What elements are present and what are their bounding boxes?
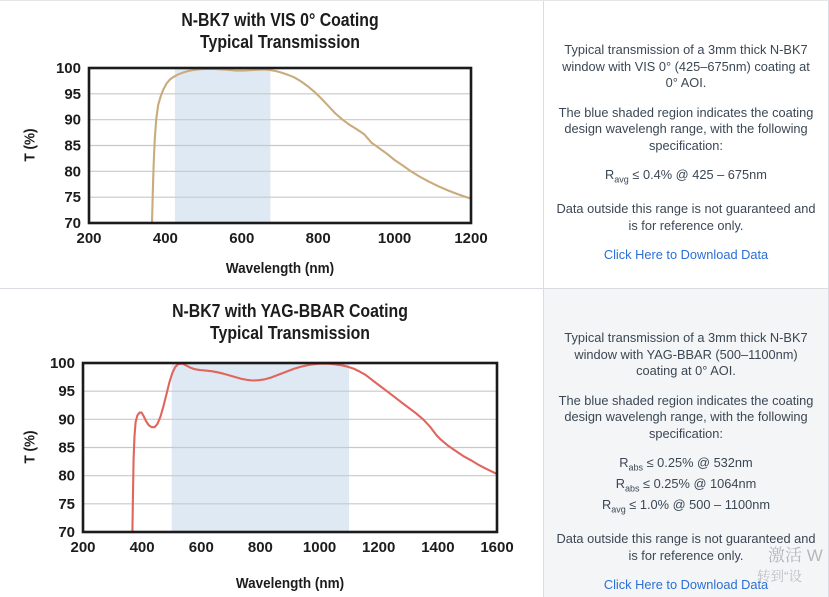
spec-line: [556, 497, 816, 518]
x-axis-label: Wavelength (nm): [225, 260, 335, 277]
spec-line: [556, 167, 816, 188]
chart-title-line1: N-BK7 with VIS 0° Coating: [181, 10, 379, 30]
y-tick-label: 80: [64, 163, 81, 181]
x-tick-label: 200: [70, 539, 96, 556]
vis-chart-cell: [0, 1, 543, 288]
y-axis-label: T (%): [21, 430, 39, 464]
y-tick-label: 70: [64, 215, 81, 232]
transmission-chart-yag: [0, 289, 543, 597]
x-tick-label: 1400: [421, 539, 455, 556]
download-data-link[interactable]: Click Here to Download Data: [603, 577, 769, 593]
yag-chart-cell: [0, 288, 543, 597]
x-tick-label: 600: [188, 539, 214, 556]
shaded-region-text: The blue shaded region indicates the coating design wavelengh range, with the following specification:: [558, 104, 814, 153]
x-tick-label: 1200: [362, 539, 396, 556]
disclaimer-text: Data outside this range is not guaranteed and is for reference only.: [556, 531, 816, 563]
spec-symbol: R: [605, 167, 615, 182]
y-tick-label: 85: [58, 439, 75, 457]
description-text: Typical transmission of a 3mm thick N-BK7 window with VIS 0° (425–675nm) coating at 0° AOI.: [562, 42, 810, 90]
chart-title-line2: Typical Transmission: [210, 323, 370, 343]
spec-subscript: avg: [611, 504, 626, 515]
spec-value: ≤ 0.4% @ 425 – 675nm: [628, 167, 767, 182]
x-tick-label: 1200: [454, 230, 488, 247]
y-tick-label: 85: [64, 137, 81, 155]
download-data-link[interactable]: Click Here to Download Data: [603, 247, 769, 263]
y-tick-label: 90: [58, 411, 75, 429]
spec-value: ≤ 1.0% @ 500 – 1100nm: [625, 497, 771, 513]
x-tick-label: 600: [229, 230, 255, 247]
x-tick-label: 400: [129, 539, 155, 556]
x-tick-label: 200: [76, 230, 102, 247]
y-tick-label: 80: [58, 467, 75, 485]
x-tick-label: 800: [247, 539, 273, 556]
spec-symbol: R: [619, 455, 629, 470]
x-tick-label: 1000: [302, 539, 337, 556]
spec-subscript: avg: [614, 174, 629, 185]
y-axis-label: T (%): [21, 128, 39, 162]
windows-activation-watermark-line1: 激活 W: [768, 546, 823, 565]
chart-title-line1: N-BK7 with YAG-BBAR Coating: [172, 301, 408, 321]
spec-block: [556, 455, 816, 518]
spec-symbol: R: [615, 476, 625, 492]
spec-block: [556, 167, 816, 188]
x-tick-label: 1600: [480, 539, 514, 556]
x-tick-label: 400: [152, 230, 178, 247]
transmission-chart-vis: [0, 1, 543, 288]
y-tick-label: 100: [49, 355, 75, 372]
yag-description-panel: [543, 288, 829, 597]
spec-symbol: R: [601, 497, 612, 513]
x-axis-label: Wavelength (nm): [235, 575, 345, 592]
spec-line: [556, 476, 816, 497]
chart-title-line2: Typical Transmission: [200, 32, 360, 52]
spec-value: ≤ 0.25% @ 1064nm: [639, 476, 757, 492]
y-tick-label: 75: [58, 495, 75, 513]
y-tick-label: 70: [58, 524, 75, 541]
y-tick-label: 95: [64, 85, 81, 103]
spec-subscript: abs: [628, 462, 644, 473]
y-tick-label: 75: [64, 189, 81, 207]
shaded-region-text: The blue shaded region indicates the coating design wavelengh range, with the following specification:: [558, 392, 814, 441]
spec-value: ≤ 0.25% @ 532nm: [643, 455, 753, 470]
x-tick-label: 800: [305, 230, 331, 247]
spec-line: [556, 455, 816, 476]
description-text: Typical transmission of a 3mm thick N-BK7 window with YAG-BBAR (500–1100nm) coating at 0° AOI.: [564, 330, 808, 378]
spec-subscript: abs: [624, 483, 640, 494]
disclaimer-text: Data outside this range is not guaranteed and is for reference only.: [556, 201, 816, 233]
windows-activation-watermark-line2: 转到“设: [757, 569, 802, 584]
x-tick-label: 1000: [377, 230, 412, 247]
y-tick-label: 95: [58, 383, 75, 401]
y-tick-label: 100: [55, 60, 81, 77]
vis-description-panel: [543, 1, 829, 288]
y-tick-label: 90: [64, 111, 81, 129]
